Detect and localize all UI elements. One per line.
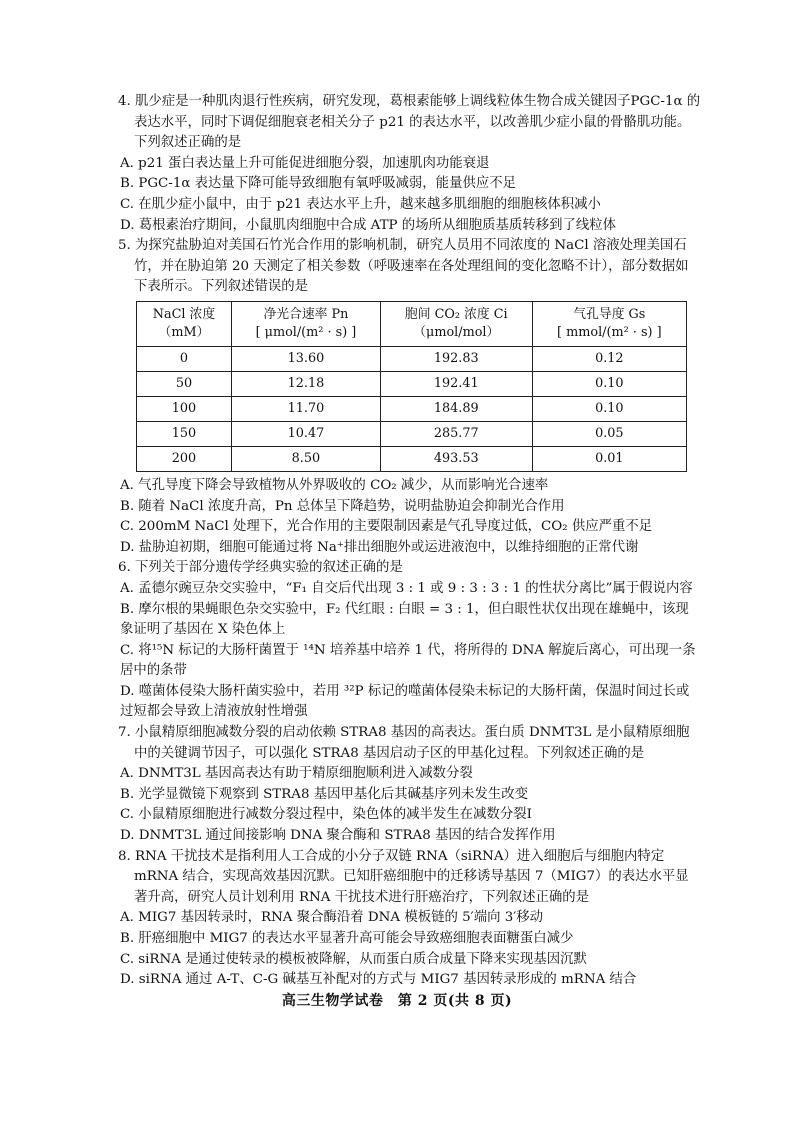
table-cell: 150 <box>137 421 232 446</box>
question-6-stem: 6. 下列关于部分遗传学经典实验的叙述正确的是 <box>118 560 403 576</box>
table-cell: 8.50 <box>231 446 380 471</box>
question-6 <box>118 558 701 723</box>
table-cell: 100 <box>137 396 232 421</box>
table-cell: 0.12 <box>532 346 686 371</box>
question-8-option-a: A. MIG7 基因转录时，RNA 聚合酶沿着 DNA 模板链的 5′端向 3′移动 <box>120 910 544 926</box>
table-cell: 12.18 <box>231 371 380 396</box>
table-cell: 0.01 <box>532 446 686 471</box>
header-gs-line2: [ mmol/(m² · s) ] <box>557 324 662 340</box>
header-pn <box>231 301 380 346</box>
question-8-stem: 8. RNA 干扰技术是指利用人工合成的小分子双链 RNA（siRNA）进入细胞后与细胞内特定 mRNA 结合，实现高效基因沉默。已知肝癌细胞中的迁移诱导基因 7（MIG7）的表达水平显著升高，研究人员计划利用 RNA 干扰技术进行肝癌治疗，下列叙述正确的是 <box>118 848 689 905</box>
question-8-option-c: C. siRNA 是通过使转录的模板被降解，从而蛋白质合成量下降来实现基因沉默 <box>120 951 587 967</box>
question-5-stem: 5. 为探究盐胁迫对美国石竹光合作用的影响机制，研究人员用不同浓度的 NaCl 溶液处理美国石竹，并在胁迫第 20 天测定了相关参数（呼吸速率在各处理组间的变化忽略不计），部分数据如下表所示。下列叙述错误的是 <box>118 238 689 295</box>
question-4-option-d: D. 葛根素治疗期间，小鼠肌肉细胞中合成 ATP 的场所从细胞质基质转移到了线粒体 <box>120 217 617 233</box>
table-cell: 493.53 <box>380 446 532 471</box>
table-cell: 11.70 <box>231 396 380 421</box>
table-cell: 192.83 <box>380 346 532 371</box>
question-8-option-b: B. 肝癌细胞中 MIG7 的表达水平显著升高可能会导致癌细胞表面糖蛋白减少 <box>120 931 574 946</box>
table-row <box>137 446 687 471</box>
question-6-option-a: A. 孟德尔豌豆杂交实验中，“F₁ 自交后代出现 3 : 1 或 9 : 3 : 3 : 1 的性状分离比”属于假说内容 <box>120 580 693 596</box>
question-4-option-c: C. 在肌少症小鼠中，由于 p21 表达水平上升，越来越多肌细胞的细胞核体积减小 <box>120 196 601 212</box>
table-cell: 50 <box>137 371 232 396</box>
question-4-stem: 4. 肌少症是一种肌肉退行性疾病，研究发现，葛根素能够上调线粒体生物合成关键因子PGC-1α 的表达水平，同时下调促细胞衰老相关分子 p21 的表达水平，以改善肌少症小鼠的骨骼肌功能。下列叙述正确的是 <box>118 94 701 151</box>
table-cell: 184.89 <box>380 396 532 421</box>
question-6-option-b: B. 摩尔根的果蝇眼色杂交实验中，F₂ 代红眼 : 白眼 = 3 : 1，但白眼性状仅出现在雄蝇中，该现象证明了基因在 X 染色体上 <box>120 601 689 638</box>
header-gs <box>532 301 686 346</box>
table-row <box>137 396 687 421</box>
question-8 <box>118 847 701 991</box>
question-7-option-c: C. 小鼠精原细胞进行减数分裂过程中，染色体的减半发生在减数分裂Ⅰ <box>120 807 532 823</box>
table-header-row <box>137 301 687 346</box>
table-cell: 10.47 <box>231 421 380 446</box>
question-7 <box>118 723 701 847</box>
table-cell: 0.10 <box>532 371 686 396</box>
table-cell: 192.41 <box>380 371 532 396</box>
question-6-option-d: D. 噬菌体侵染大肠杆菌实验中，若用 ³²P 标记的噬菌体侵染未标记的大肠杆菌，保温时间过长或过短都会导致上清液放射性增强 <box>120 683 690 720</box>
question-5-option-c: C. 200mM NaCl 处理下，光合作用的主要限制因素是气孔导度过低，CO₂ 供应严重不足 <box>120 519 653 535</box>
header-pn-line1: 净光合速率 Pn <box>263 306 349 322</box>
table-cell: 0.10 <box>532 396 686 421</box>
question-4-option-a: A. p21 蛋白表达量上升可能促进细胞分裂，加速肌肉功能衰退 <box>120 155 490 171</box>
question-5 <box>118 236 701 558</box>
table-row <box>137 371 687 396</box>
header-pn-line2: [ μmol/(m² · s) ] <box>255 324 357 340</box>
question-7-option-a: A. DNMT3L 基因高表达有助于精原细胞顺利进入减数分裂 <box>120 766 473 782</box>
question-5-option-a: A. 气孔导度下降会导致植物从外界吸收的 CO₂ 减少，从而影响光合速率 <box>120 477 549 493</box>
question-6-option-c: C. 将¹⁵N 标记的大肠杆菌置于 ¹⁴N 培养基中培养 1 代，将所得的 DNA 解旋后离心，可出现一条居中的条带 <box>120 642 696 679</box>
question-7-stem: 7. 小鼠精原细胞减数分裂的启动依赖 STRA8 基因的高表达。蛋白质 DNMT3L 是小鼠精原细胞中的关键调节因子，可以强化 STRA8 基因启动子区的甲基化过程。下列叙述正确的是 <box>118 725 690 761</box>
question-4 <box>118 92 701 236</box>
page-footer: 高三生物学试卷 第 2 页(共 8 页) <box>281 993 513 1009</box>
question-5-option-d: D. 盐胁迫初期，细胞可能通过将 Na⁺排出细胞外或运进液泡中，以维持细胞的正常代谢 <box>120 539 639 555</box>
table-cell: 285.77 <box>380 421 532 446</box>
table-row <box>137 346 687 371</box>
table-cell: 0.05 <box>532 421 686 446</box>
nacl-data-table <box>136 301 687 472</box>
header-nacl-line2: （mM） <box>158 324 210 340</box>
header-nacl-line1: NaCl 浓度 <box>152 306 216 322</box>
header-gs-line1: 气孔导度 Gs <box>573 306 646 322</box>
table-cell: 0 <box>137 346 232 371</box>
question-7-option-d: D. DNMT3L 通过间接影响 DNA 聚合酶和 STRA8 基因的结合发挥作用 <box>120 828 556 844</box>
table-row <box>137 421 687 446</box>
table-cell: 13.60 <box>231 346 380 371</box>
questions-area <box>118 92 701 991</box>
header-nacl <box>137 301 232 346</box>
header-ci-line2: （μmol/mol） <box>413 324 500 340</box>
table-cell: 200 <box>137 446 232 471</box>
header-ci <box>380 301 532 346</box>
question-8-option-d: D. siRNA 通过 A-T、C-G 碱基互补配对的方式与 MIG7 基因转录形成的 mRNA 结合 <box>120 972 637 988</box>
question-4-option-b: B. PGC-1α 表达量下降可能导致细胞有氧呼吸减弱，能量供应不足 <box>120 176 517 192</box>
header-ci-line1: 胞间 CO₂ 浓度 Ci <box>404 306 508 322</box>
question-5-option-b: B. 随着 NaCl 浓度升高，Pn 总体呈下降趋势，说明盐胁迫会抑制光合作用 <box>120 498 565 514</box>
question-7-option-b: B. 光学显微镜下观察到 STRA8 基因甲基化后其碱基序列未发生改变 <box>120 786 529 802</box>
